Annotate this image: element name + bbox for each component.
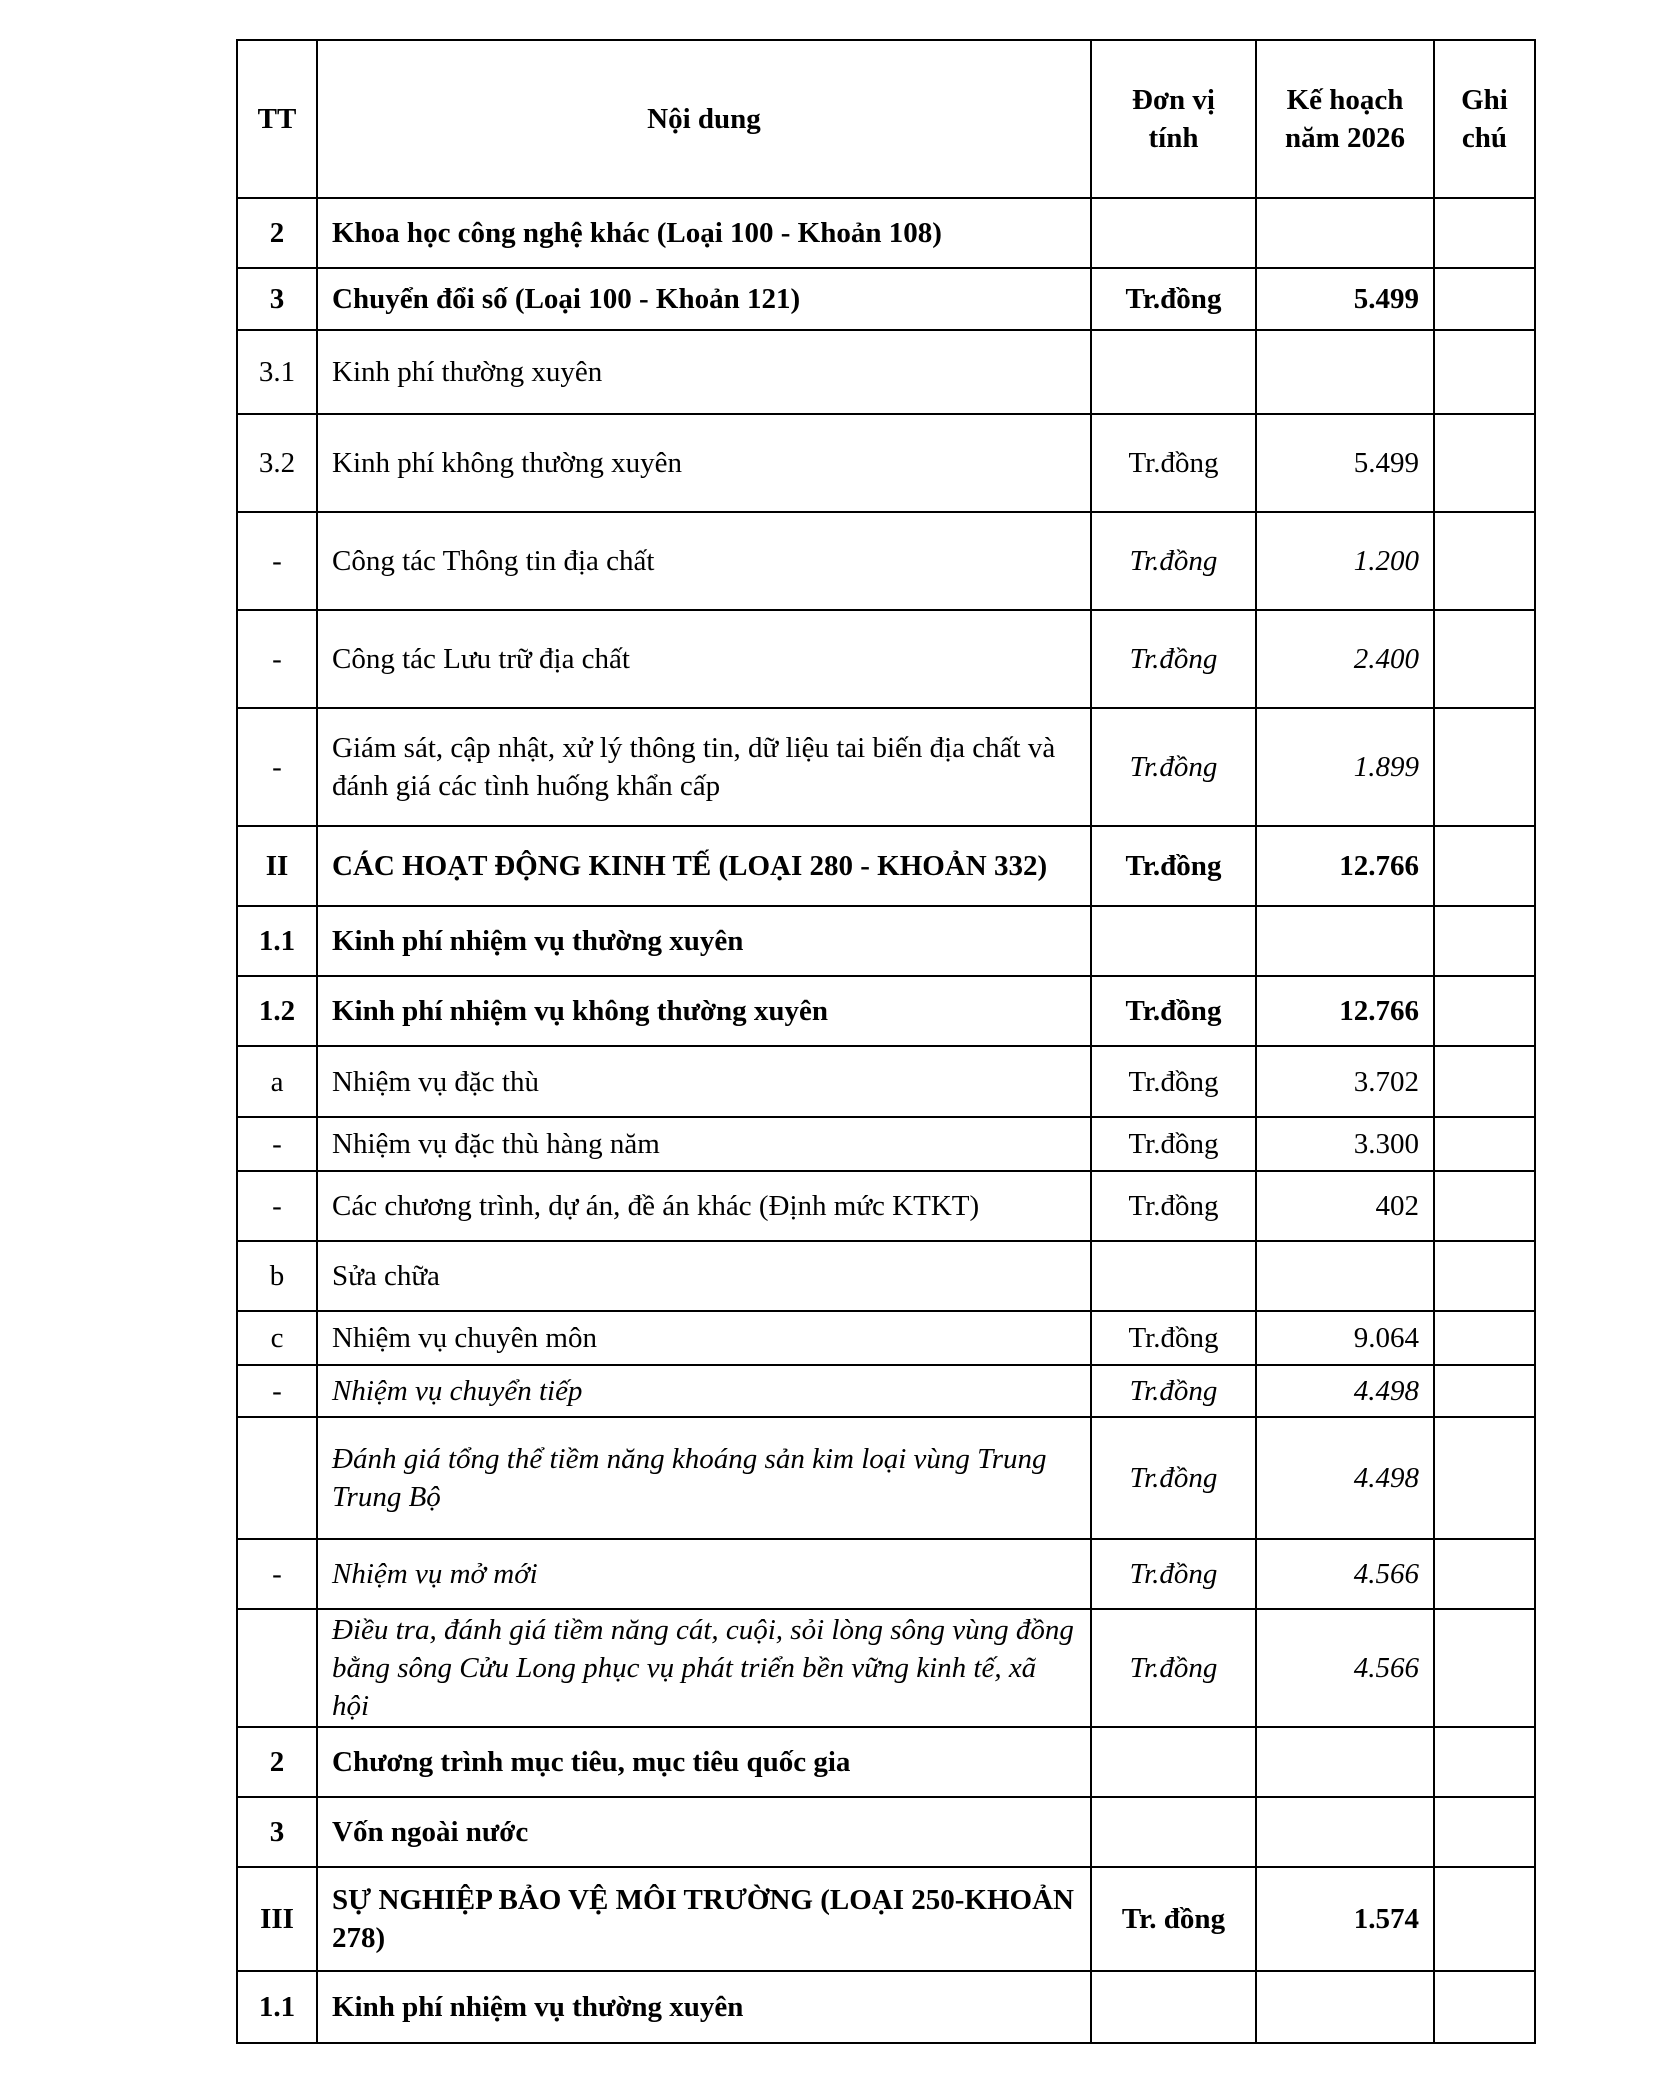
table-row xyxy=(237,268,1535,330)
row-unit: Tr.đồng xyxy=(1091,1417,1256,1539)
row-content: Chương trình mục tiêu, mục tiêu quốc gia xyxy=(317,1727,1091,1797)
row-note xyxy=(1434,1365,1535,1417)
row-value: 1.574 xyxy=(1256,1867,1434,1971)
row-unit xyxy=(1091,906,1256,976)
row-tt: III xyxy=(237,1867,317,1971)
row-tt: - xyxy=(237,1365,317,1417)
row-unit: Tr.đồng xyxy=(1091,1539,1256,1609)
row-tt: 3 xyxy=(237,1797,317,1867)
row-note xyxy=(1434,1241,1535,1311)
table-row xyxy=(237,906,1535,976)
row-tt: 3 xyxy=(237,268,317,330)
row-content: Điều tra, đánh giá tiềm năng cát, cuội, sỏi lòng sông vùng đồng bằng sông Cửu Long phục vụ phát triển bền vững kinh tế, xã hội xyxy=(317,1609,1091,1727)
row-value xyxy=(1256,1727,1434,1797)
row-tt: - xyxy=(237,512,317,610)
row-note xyxy=(1434,1046,1535,1117)
row-content: Giám sát, cập nhật, xử lý thông tin, dữ liệu tai biến địa chất và đánh giá các tình huống khẩn cấp xyxy=(317,708,1091,826)
table-row xyxy=(237,1171,1535,1241)
row-note xyxy=(1434,976,1535,1046)
row-note xyxy=(1434,268,1535,330)
row-tt: - xyxy=(237,708,317,826)
table-row xyxy=(237,1727,1535,1797)
row-content: Kinh phí không thường xuyên xyxy=(317,414,1091,512)
row-note xyxy=(1434,906,1535,976)
row-value: 3.300 xyxy=(1256,1117,1434,1171)
row-content: Nhiệm vụ chuyển tiếp xyxy=(317,1365,1091,1417)
table-row xyxy=(237,330,1535,414)
row-unit: Tr.đồng xyxy=(1091,826,1256,906)
row-tt: 3.1 xyxy=(237,330,317,414)
row-unit: Tr.đồng xyxy=(1091,1117,1256,1171)
row-value xyxy=(1256,1797,1434,1867)
row-value: 1.899 xyxy=(1256,708,1434,826)
table-row xyxy=(237,1311,1535,1365)
row-value: 9.064 xyxy=(1256,1311,1434,1365)
row-value: 4.498 xyxy=(1256,1417,1434,1539)
row-tt xyxy=(237,1417,317,1539)
row-value xyxy=(1256,330,1434,414)
table-row xyxy=(237,1117,1535,1171)
table-row xyxy=(237,610,1535,708)
row-unit: Tr.đồng xyxy=(1091,610,1256,708)
row-unit: Tr.đồng xyxy=(1091,1171,1256,1241)
row-content: Đánh giá tổng thể tiềm năng khoáng sản kim loại vùng Trung Trung Bộ xyxy=(317,1417,1091,1539)
row-value: 12.766 xyxy=(1256,976,1434,1046)
header-ke-hoach: Kế hoạch năm 2026 xyxy=(1256,40,1434,198)
row-unit: Tr.đồng xyxy=(1091,1609,1256,1727)
row-note xyxy=(1434,1117,1535,1171)
row-note xyxy=(1434,198,1535,268)
row-unit: Tr.đồng xyxy=(1091,512,1256,610)
row-content: Nhiệm vụ mở mới xyxy=(317,1539,1091,1609)
row-content: Vốn ngoài nước xyxy=(317,1797,1091,1867)
row-value: 5.499 xyxy=(1256,414,1434,512)
row-unit xyxy=(1091,1971,1256,2043)
row-note xyxy=(1434,826,1535,906)
row-content: Công tác Lưu trữ địa chất xyxy=(317,610,1091,708)
row-tt: 2 xyxy=(237,198,317,268)
row-content: Nhiệm vụ đặc thù hàng năm xyxy=(317,1117,1091,1171)
row-unit: Tr.đồng xyxy=(1091,1046,1256,1117)
row-value: 3.702 xyxy=(1256,1046,1434,1117)
row-value: 5.499 xyxy=(1256,268,1434,330)
row-unit xyxy=(1091,1241,1256,1311)
table-row xyxy=(237,1241,1535,1311)
table-row xyxy=(237,826,1535,906)
row-value xyxy=(1256,1971,1434,2043)
row-tt: a xyxy=(237,1046,317,1117)
row-value: 12.766 xyxy=(1256,826,1434,906)
table-row xyxy=(237,976,1535,1046)
row-note xyxy=(1434,1971,1535,2043)
row-content: Chuyển đổi số (Loại 100 - Khoản 121) xyxy=(317,268,1091,330)
table-row xyxy=(237,708,1535,826)
row-content: Sửa chữa xyxy=(317,1241,1091,1311)
row-unit: Tr.đồng xyxy=(1091,268,1256,330)
row-tt: 1.1 xyxy=(237,1971,317,2043)
row-content: Công tác Thông tin địa chất xyxy=(317,512,1091,610)
row-note xyxy=(1434,414,1535,512)
row-value: 4.498 xyxy=(1256,1365,1434,1417)
header-noi-dung: Nội dung xyxy=(317,40,1091,198)
row-content: Kinh phí nhiệm vụ không thường xuyên xyxy=(317,976,1091,1046)
row-unit xyxy=(1091,1797,1256,1867)
row-content: Nhiệm vụ đặc thù xyxy=(317,1046,1091,1117)
row-content: Kinh phí nhiệm vụ thường xuyên xyxy=(317,906,1091,976)
row-tt: c xyxy=(237,1311,317,1365)
row-value xyxy=(1256,906,1434,976)
row-value xyxy=(1256,1241,1434,1311)
row-note xyxy=(1434,330,1535,414)
row-tt: - xyxy=(237,1171,317,1241)
header-ghi-chu: Ghi chú xyxy=(1434,40,1535,198)
table-row xyxy=(237,1046,1535,1117)
row-note xyxy=(1434,1797,1535,1867)
row-content: Kinh phí thường xuyên xyxy=(317,330,1091,414)
row-note xyxy=(1434,1867,1535,1971)
table-row xyxy=(237,1365,1535,1417)
header-don-vi: Đơn vị tính xyxy=(1091,40,1256,198)
table-row xyxy=(237,198,1535,268)
row-tt: b xyxy=(237,1241,317,1311)
row-tt: 3.2 xyxy=(237,414,317,512)
row-note xyxy=(1434,708,1535,826)
row-value xyxy=(1256,198,1434,268)
header-row xyxy=(237,40,1535,198)
row-note xyxy=(1434,1417,1535,1539)
row-content: Kinh phí nhiệm vụ thường xuyên xyxy=(317,1971,1091,2043)
row-unit: Tr.đồng xyxy=(1091,414,1256,512)
header-tt: TT xyxy=(237,40,317,198)
row-note xyxy=(1434,512,1535,610)
row-unit xyxy=(1091,198,1256,268)
row-tt: II xyxy=(237,826,317,906)
row-value: 1.200 xyxy=(1256,512,1434,610)
table-row xyxy=(237,414,1535,512)
row-note xyxy=(1434,1539,1535,1609)
row-value: 2.400 xyxy=(1256,610,1434,708)
row-note xyxy=(1434,1727,1535,1797)
table-row xyxy=(237,1867,1535,1971)
row-unit: Tr. đồng xyxy=(1091,1867,1256,1971)
row-value: 4.566 xyxy=(1256,1609,1434,1727)
row-tt: - xyxy=(237,1117,317,1171)
row-tt: 1.1 xyxy=(237,906,317,976)
table-row xyxy=(237,1609,1535,1727)
table-row xyxy=(237,1797,1535,1867)
row-unit xyxy=(1091,1727,1256,1797)
row-value: 4.566 xyxy=(1256,1539,1434,1609)
row-content: SỰ NGHIỆP BẢO VỆ MÔI TRƯỜNG (LOẠI 250-KHOẢN 278) xyxy=(317,1867,1091,1971)
row-unit xyxy=(1091,330,1256,414)
row-content: Khoa học công nghệ khác (Loại 100 - Khoản 108) xyxy=(317,198,1091,268)
row-unit: Tr.đồng xyxy=(1091,976,1256,1046)
row-tt: - xyxy=(237,1539,317,1609)
row-unit: Tr.đồng xyxy=(1091,1311,1256,1365)
row-value: 402 xyxy=(1256,1171,1434,1241)
row-tt: - xyxy=(237,610,317,708)
row-tt xyxy=(237,1609,317,1727)
table-row xyxy=(237,1539,1535,1609)
row-tt: 1.2 xyxy=(237,976,317,1046)
row-note xyxy=(1434,610,1535,708)
row-note xyxy=(1434,1171,1535,1241)
row-content: Nhiệm vụ chuyên môn xyxy=(317,1311,1091,1365)
table-row xyxy=(237,512,1535,610)
row-content: CÁC HOẠT ĐỘNG KINH TẾ (LOẠI 280 - KHOẢN 332) xyxy=(317,826,1091,906)
row-unit: Tr.đồng xyxy=(1091,708,1256,826)
row-unit: Tr.đồng xyxy=(1091,1365,1256,1417)
row-content: Các chương trình, dự án, đề án khác (Định mức KTKT) xyxy=(317,1171,1091,1241)
budget-table xyxy=(236,39,1536,2044)
row-note xyxy=(1434,1609,1535,1727)
row-note xyxy=(1434,1311,1535,1365)
table-row xyxy=(237,1417,1535,1539)
table-row xyxy=(237,1971,1535,2043)
row-tt: 2 xyxy=(237,1727,317,1797)
